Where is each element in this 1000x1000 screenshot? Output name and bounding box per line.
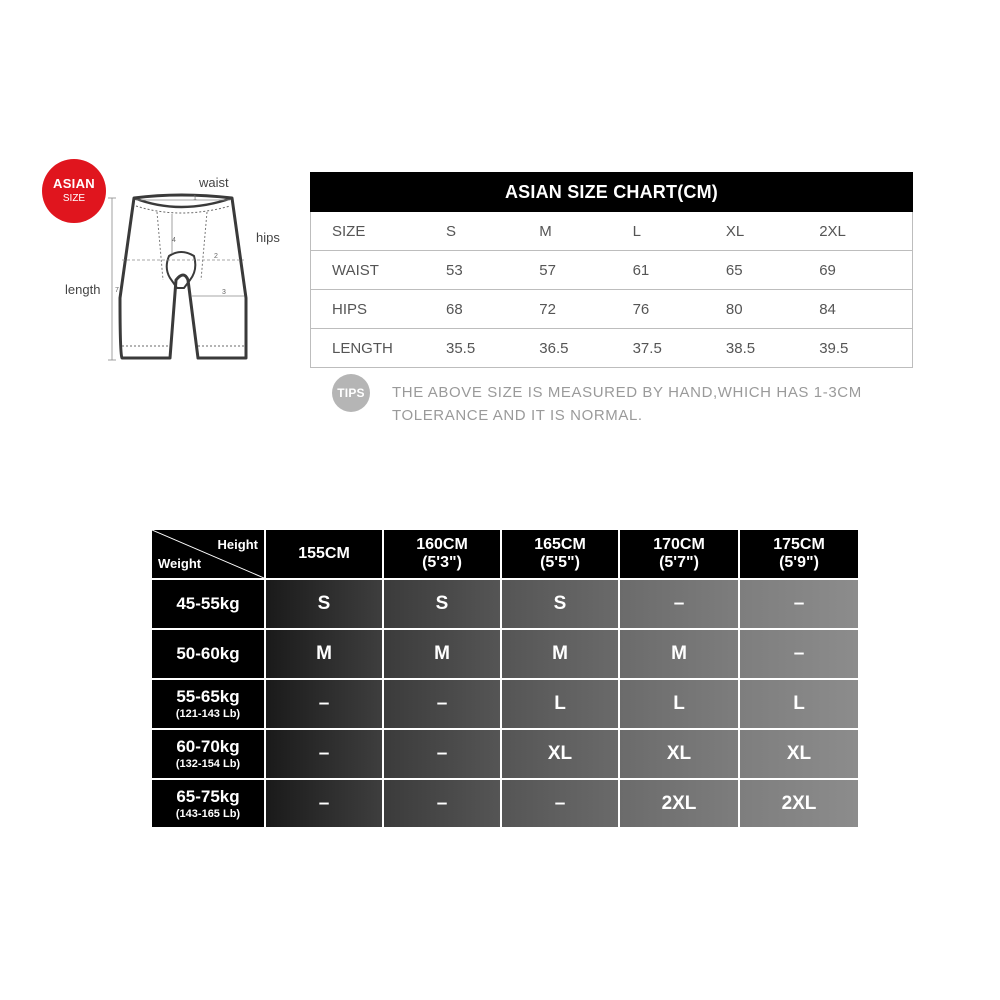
weight-label xyxy=(152,730,264,778)
size-cell: XL xyxy=(502,730,618,778)
column-header-cm: 175CM xyxy=(773,536,825,553)
corner-height-label: Height xyxy=(217,537,258,552)
table-cell: 53 xyxy=(446,251,539,290)
size-cell: 2XL xyxy=(620,780,738,827)
column-header-cm: 155CM xyxy=(298,545,350,562)
shorts-illustration-icon xyxy=(60,170,300,370)
size-cell: L xyxy=(502,680,618,728)
table-cell: 80 xyxy=(726,290,819,329)
size-chart-title-main: ASIAN SIZE CHART xyxy=(504,182,678,202)
weight-kg: 65-75kg xyxy=(176,786,240,806)
column-header-ft: (5'3") xyxy=(422,554,462,571)
grid-row xyxy=(152,680,858,728)
header-cell: XL xyxy=(726,212,819,251)
column-header xyxy=(740,530,858,578)
size-cell: – xyxy=(384,730,500,778)
table-cell: 57 xyxy=(539,251,632,290)
column-header xyxy=(502,530,618,578)
marker-7: 7 xyxy=(115,287,119,294)
size-cell: – xyxy=(384,780,500,827)
size-chart-row-hips xyxy=(311,290,913,329)
header-cell: S xyxy=(446,212,539,251)
size-chart-table xyxy=(310,212,913,368)
size-cell: – xyxy=(620,580,738,628)
column-header xyxy=(620,530,738,578)
size-chart-header-row xyxy=(311,212,913,251)
grid-row xyxy=(152,580,858,628)
weight-lb: (143-165 Lb) xyxy=(175,807,241,820)
shorts-measurement-diagram xyxy=(60,170,300,370)
column-header-cm: 170CM xyxy=(653,536,705,553)
table-cell: 69 xyxy=(819,251,912,290)
size-chart-title xyxy=(310,172,913,212)
size-cell: S xyxy=(266,580,382,628)
size-cell: M xyxy=(620,630,738,678)
size-cell: L xyxy=(740,680,858,728)
table-cell: 84 xyxy=(819,290,912,329)
header-cell: M xyxy=(539,212,632,251)
size-cell: – xyxy=(266,730,382,778)
weight-kg: 45-55kg xyxy=(176,594,240,613)
weight-label xyxy=(152,680,264,728)
grid-row xyxy=(152,630,858,678)
height-weight-size-grid xyxy=(152,530,858,827)
badge-line-1: ASIAN xyxy=(53,176,95,191)
header-cell: SIZE xyxy=(311,212,447,251)
size-chart-title-unit: (CM) xyxy=(677,182,718,202)
header-cell: 2XL xyxy=(819,212,912,251)
size-cell: S xyxy=(384,580,500,628)
size-cell: – xyxy=(266,780,382,827)
grid-corner xyxy=(152,530,264,578)
size-cell: – xyxy=(384,680,500,728)
row-label: WAIST xyxy=(311,251,447,290)
table-cell: 76 xyxy=(633,290,726,329)
weight-label xyxy=(152,780,264,827)
marker-3: 3 xyxy=(222,289,226,296)
hips-label: hips xyxy=(256,230,280,245)
weight-lb: (121-143 Lb) xyxy=(175,708,241,720)
size-cell: S xyxy=(502,580,618,628)
size-cell: – xyxy=(740,580,858,628)
table-cell: 35.5 xyxy=(446,329,539,368)
row-label: HIPS xyxy=(311,290,447,329)
size-cell: – xyxy=(502,780,618,827)
table-cell: 72 xyxy=(539,290,632,329)
column-header-cm: 160CM xyxy=(416,536,468,553)
column-header xyxy=(266,530,382,578)
table-cell: 65 xyxy=(726,251,819,290)
marker-4: 4 xyxy=(172,237,176,244)
table-cell: 38.5 xyxy=(726,329,819,368)
size-cell: L xyxy=(620,680,738,728)
waist-label: waist xyxy=(199,175,229,190)
size-cell: 2XL xyxy=(740,780,858,827)
corner-weight-label: Weight xyxy=(158,556,202,571)
marker-1: 1 xyxy=(193,195,197,202)
column-header-ft: (5'9") xyxy=(779,554,819,571)
grid-row xyxy=(152,780,858,827)
tips-note xyxy=(392,381,912,427)
badge-line-2: SIZE xyxy=(62,193,86,204)
tips-icon: TIPS xyxy=(332,374,370,412)
weight-kg: 60-70kg xyxy=(176,737,240,756)
weight-label xyxy=(152,580,264,628)
weight-label xyxy=(152,630,264,678)
size-cell: XL xyxy=(740,730,858,778)
tips-line-2: TOLERANCE AND IT IS NORMAL. xyxy=(392,407,643,424)
table-cell: 36.5 xyxy=(539,329,632,368)
size-cell: M xyxy=(502,630,618,678)
weight-kg: 50-60kg xyxy=(176,644,240,663)
column-header-ft: (5'5") xyxy=(540,554,580,571)
size-chart-row-waist xyxy=(311,251,913,290)
column-header xyxy=(384,530,500,578)
weight-lb: (132-154 Lb) xyxy=(175,758,241,770)
size-cell: M xyxy=(384,630,500,678)
header-cell: L xyxy=(633,212,726,251)
grid-row xyxy=(152,730,858,778)
size-cell: – xyxy=(266,680,382,728)
size-cell: XL xyxy=(620,730,738,778)
column-header-cm: 165CM xyxy=(534,536,586,553)
grid-header-row xyxy=(152,530,858,578)
size-cell: – xyxy=(740,630,858,678)
marker-2: 2 xyxy=(214,253,218,260)
size-chart-row-length xyxy=(311,329,913,368)
length-label: length xyxy=(65,282,101,297)
table-cell: 39.5 xyxy=(819,329,912,368)
table-cell: 68 xyxy=(446,290,539,329)
size-cell: M xyxy=(266,630,382,678)
weight-kg: 55-65kg xyxy=(176,687,240,706)
row-label: LENGTH xyxy=(311,329,447,368)
tips-line-1: THE ABOVE SIZE IS MEASURED BY HAND,WHICH HAS 1-3CM xyxy=(392,384,862,401)
asian-size-chart xyxy=(310,172,913,368)
table-cell: 61 xyxy=(633,251,726,290)
table-cell: 37.5 xyxy=(633,329,726,368)
column-header-ft: (5'7") xyxy=(659,554,699,571)
